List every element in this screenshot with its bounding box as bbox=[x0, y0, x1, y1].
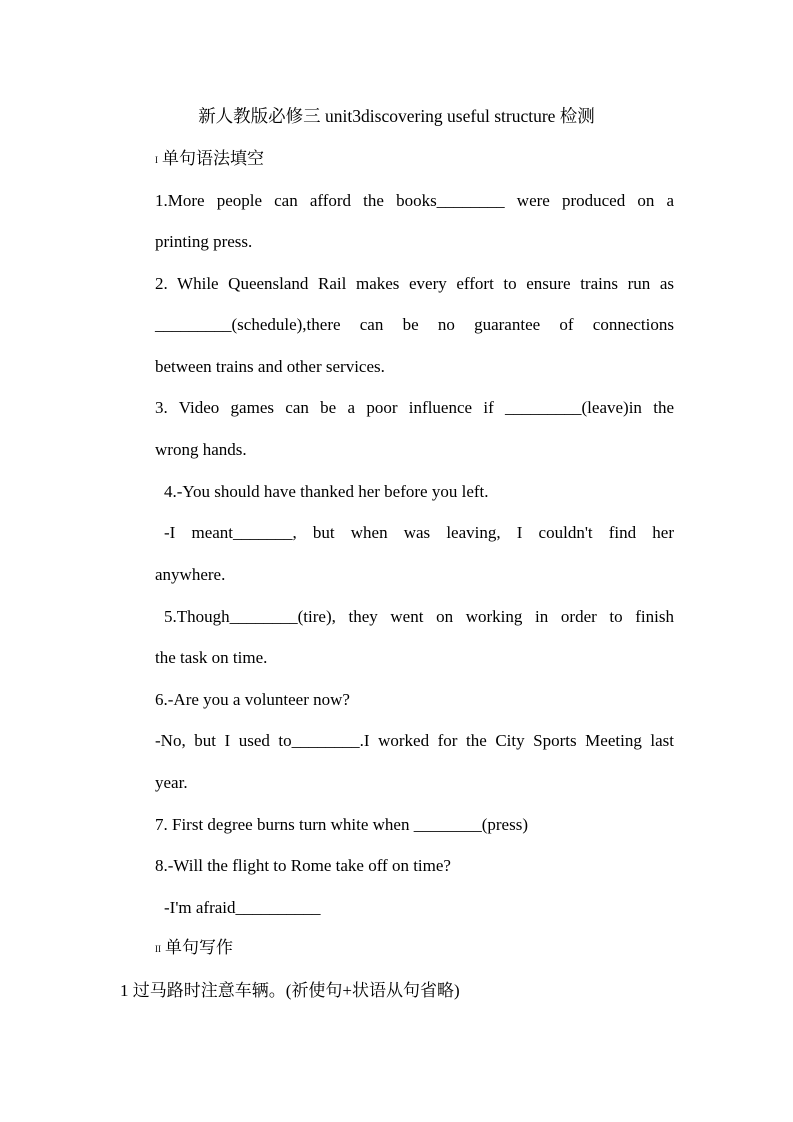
question-5-line-1: 5.Though________(tire), they went on working in order to finish bbox=[164, 607, 674, 626]
section-heading-2 bbox=[155, 938, 233, 959]
question-7-line-1: 7. First degree burns turn white when ________(press) bbox=[155, 815, 528, 834]
section-numeral: II bbox=[155, 944, 161, 954]
question-2-line-2: _________(schedule),there can be no guarantee of connections bbox=[155, 315, 674, 334]
question-1-line-2: printing press. bbox=[155, 232, 253, 251]
question-5-line-2: the task on time. bbox=[155, 648, 268, 667]
question-4-line-1: 4.-You should have thanked her before you left. bbox=[164, 482, 489, 501]
question-3-line-2: wrong hands. bbox=[155, 440, 247, 459]
section-heading-text: 单句语法填空 bbox=[162, 149, 264, 168]
question-4-line-3: anywhere. bbox=[155, 565, 226, 584]
question-2-line-1: 2. While Queensland Rail makes every effort to ensure trains run as bbox=[155, 274, 674, 293]
question-1-line-1: 1.More people can afford the books________ were produced on a bbox=[155, 191, 674, 210]
question-6-line-1: 6.-Are you a volunteer now? bbox=[155, 690, 350, 709]
writing-1-line-1: 1 过马路时注意车辆。(祈使句+状语从句省略) bbox=[120, 981, 460, 1000]
question-2-line-3: between trains and other services. bbox=[155, 357, 385, 376]
section-heading-1 bbox=[155, 149, 264, 170]
section-heading-text: 单句写作 bbox=[165, 938, 233, 957]
question-8-line-1: 8.-Will the flight to Rome take off on time? bbox=[155, 856, 451, 875]
question-3-line-1: 3. Video games can be a poor influence if _________(leave)in the bbox=[155, 398, 674, 417]
question-8-line-2: -I'm afraid__________ bbox=[164, 898, 321, 917]
section-numeral: I bbox=[155, 155, 158, 165]
question-6-line-3: year. bbox=[155, 773, 188, 792]
document-title: 新人教版必修三 unit3discovering useful structure 检测 bbox=[198, 106, 595, 126]
question-4-line-2: -I meant_______, but when was leaving, I couldn't find her bbox=[164, 523, 674, 542]
question-6-line-2: -No, but I used to________.I worked for the City Sports Meeting last bbox=[155, 731, 674, 750]
